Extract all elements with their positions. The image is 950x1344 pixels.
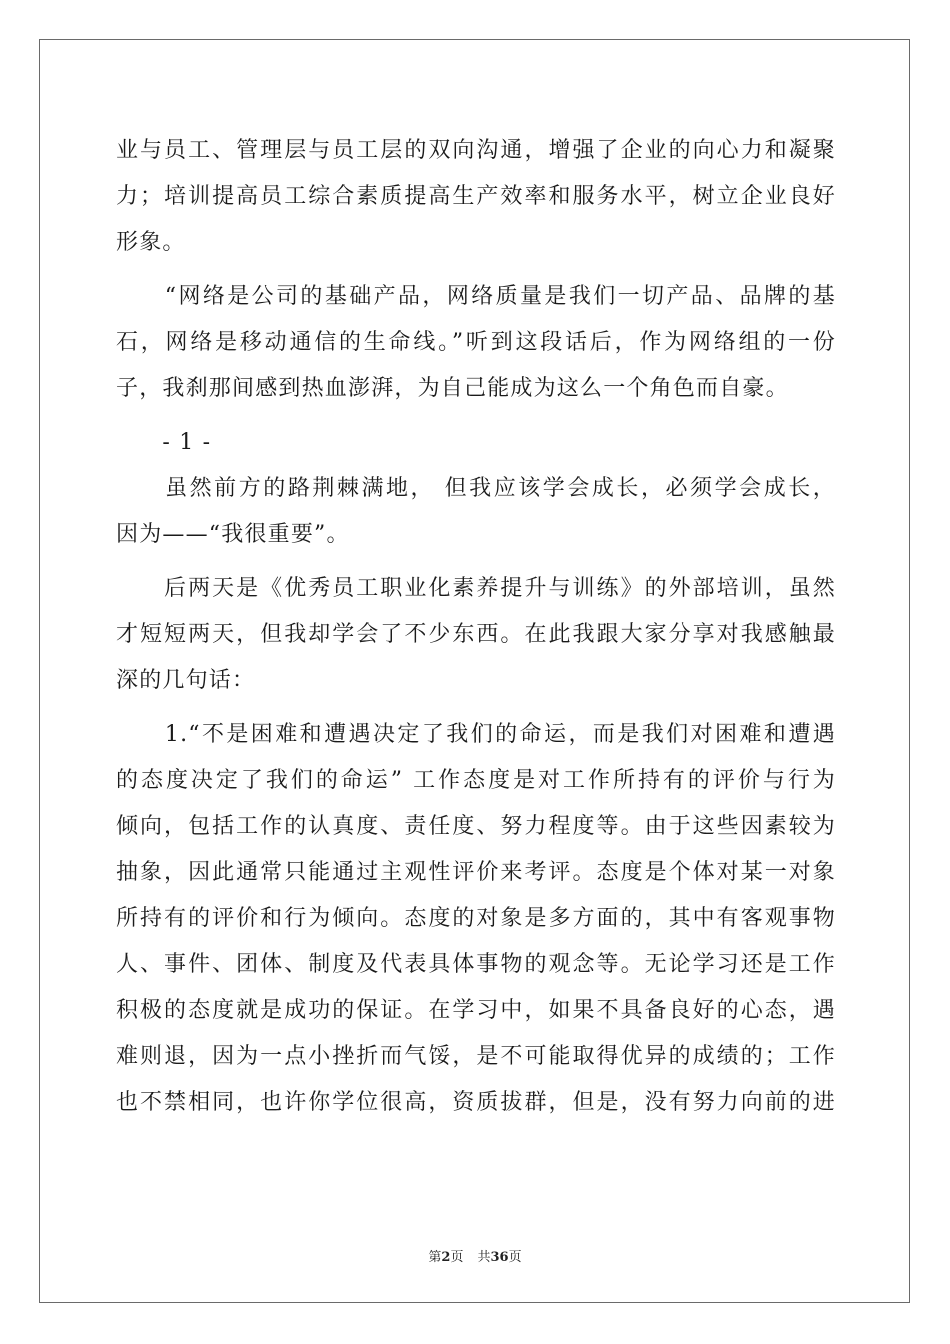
text-line: 石，网络是移动通信的生命线。”听到这段话后，作为网络组的一份: [116, 330, 836, 355]
footer-total-suffix: 页: [508, 1250, 522, 1265]
text-line: 抽象，因此通常只能通过主观性评价来考评。态度是个体对某一对象: [116, 860, 836, 885]
text-line: 1.“不是困难和遭遇决定了我们的命运，而是我们对困难和遭遇: [116, 722, 836, 747]
footer-page-number: 2: [441, 1250, 451, 1265]
text-line: 才短短两天，但我却学会了不少东西。在此我跟大家分享对我感触最: [116, 622, 836, 647]
text-line: 力；培训提高员工综合素质提高生产效率和服务水平，树立企业良好: [116, 184, 836, 209]
text-line: 因为——“我很重要”。: [116, 522, 350, 547]
text-line: 深的几句话：: [116, 668, 256, 693]
page-footer: [0, 1246, 950, 1265]
text-line: 形象。: [116, 230, 186, 255]
document-body: [116, 128, 836, 1126]
text-line: 的态度决定了我们的命运” 工作态度是对工作所持有的评价与行为: [116, 768, 836, 793]
text-line: 人、事件、团体、制度及代表具体事物的观念等。无论学习还是工作: [116, 952, 836, 977]
text-line: 所持有的评价和行为倾向。态度的对象是多方面的，其中有客观事物: [116, 906, 836, 931]
footer-total-prefix: 共: [477, 1250, 491, 1265]
text-line: “网络是公司的基础产品，网络质量是我们一切产品、品牌的基: [116, 284, 836, 309]
text-line: 虽然前方的路荆棘满地， 但我应该学会成长，必须学会成长，: [116, 476, 836, 501]
text-line: 子，我刹那间感到热血澎湃，为自己能成为这么一个角色而自豪。: [116, 376, 789, 401]
text-line: 倾向，包括工作的认真度、责任度、努力程度等。由于这些因素较为: [116, 814, 836, 839]
text-line: 积极的态度就是成功的保证。在学习中，如果不具备良好的心态，遇: [116, 998, 836, 1023]
footer-total-number: 36: [490, 1250, 509, 1265]
footer-page-suffix: 页: [450, 1250, 464, 1265]
text-line: 后两天是《优秀员工职业化素养提升与训练》的外部培训，虽然: [116, 576, 836, 601]
text-line: - 1 -: [116, 430, 212, 455]
text-line: 难则退，因为一点小挫折而气馁，是不可能取得优异的成绩的；工作: [116, 1044, 836, 1069]
text-line: 也不禁相同，也许你学位很高，资质拔群，但是，没有努力向前的进: [116, 1090, 836, 1115]
footer-page-prefix: 第: [428, 1250, 442, 1265]
text-line: 业与员工、管理层与员工层的双向沟通，增强了企业的向心力和凝聚: [116, 138, 836, 163]
